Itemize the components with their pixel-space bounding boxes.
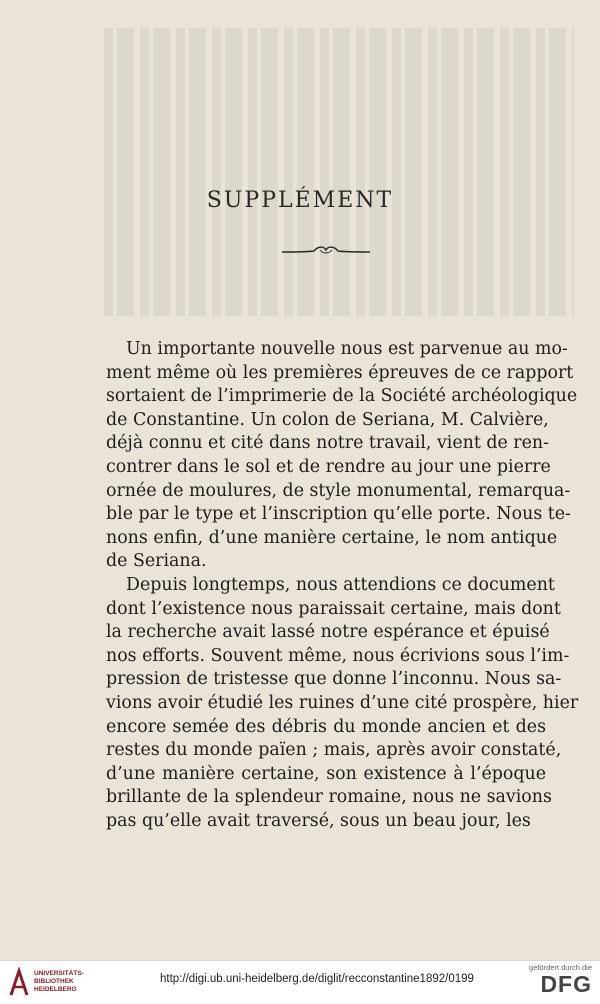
text-line: Un importante nouvelle nous est parvenue au mo- (126, 339, 568, 359)
text-line: restes du monde païen ; mais, après avoir constaté, (106, 740, 562, 761)
text-line: de Constantine. Un colon de Seriana, M. Calvière, (106, 409, 549, 430)
library-name: UNIVERSITÄTS- BIBLIOTHEK HEIDELBERG (34, 970, 84, 993)
text-line: Depuis longtemps, nous attendions ce document (126, 574, 555, 595)
text-line: dont l’existence nous paraissait certaine, mais dont (106, 598, 561, 619)
text-line: la recherche avait lassé notre espérance et épuisé (106, 622, 550, 643)
text-line: nos efforts. Souvent même, nous écrivions sous l’im- (106, 645, 570, 666)
body-text (106, 338, 579, 833)
text-line: contrer dans le sol et de rendre au jour une pierre (106, 456, 551, 477)
text-line: ment même où les premières épreuves de ce rapport (106, 362, 574, 383)
text-line: brillante de la splendeur romaine, nous ne savions (106, 787, 552, 808)
funder-logo[interactable] (529, 963, 592, 996)
show-through-text (104, 28, 574, 328)
text-line: vions avoir étudié les ruines d’une cité prospère, hier (106, 692, 579, 713)
text-line: déjà connu et cité dans notre travail, vient de ren- (106, 433, 549, 454)
footer-bar (0, 960, 600, 1004)
text-line: pression de tristesse que donne l’inconnu. Nous sa- (106, 669, 562, 690)
text-line: sortaient de l’imprimerie de la Société archéologique (106, 386, 578, 407)
page-heading: SUPPLÉMENT (206, 188, 394, 213)
library-logo[interactable] (8, 967, 84, 997)
text-line: nons enfin, d’une manière certaine, le nom antique (106, 527, 558, 548)
text-line: pas qu’elle avait traversé, sous un beau jour, les (106, 810, 531, 831)
text-line: d’une manière certaine, son existence à l’époque (106, 763, 546, 784)
dfg-logo: DFG (540, 971, 592, 997)
source-url-link[interactable]: http://digi.ub.uni-heidelberg.de/diglit/recconstantine1892/0199 (160, 973, 474, 985)
text-line: ble par le type et l’inscription qu’elle porte. Nous te- (106, 504, 571, 525)
funding-text: gefördert durch die (529, 963, 592, 972)
library-seal-icon (8, 967, 30, 997)
ornament-divider-icon (280, 243, 372, 257)
text-line: de Seriana. (106, 551, 207, 572)
text-line: ornée de moulures, de style monumental, remarqua- (106, 480, 571, 501)
text-line: encore semée des débris du monde ancien et des (106, 716, 546, 737)
